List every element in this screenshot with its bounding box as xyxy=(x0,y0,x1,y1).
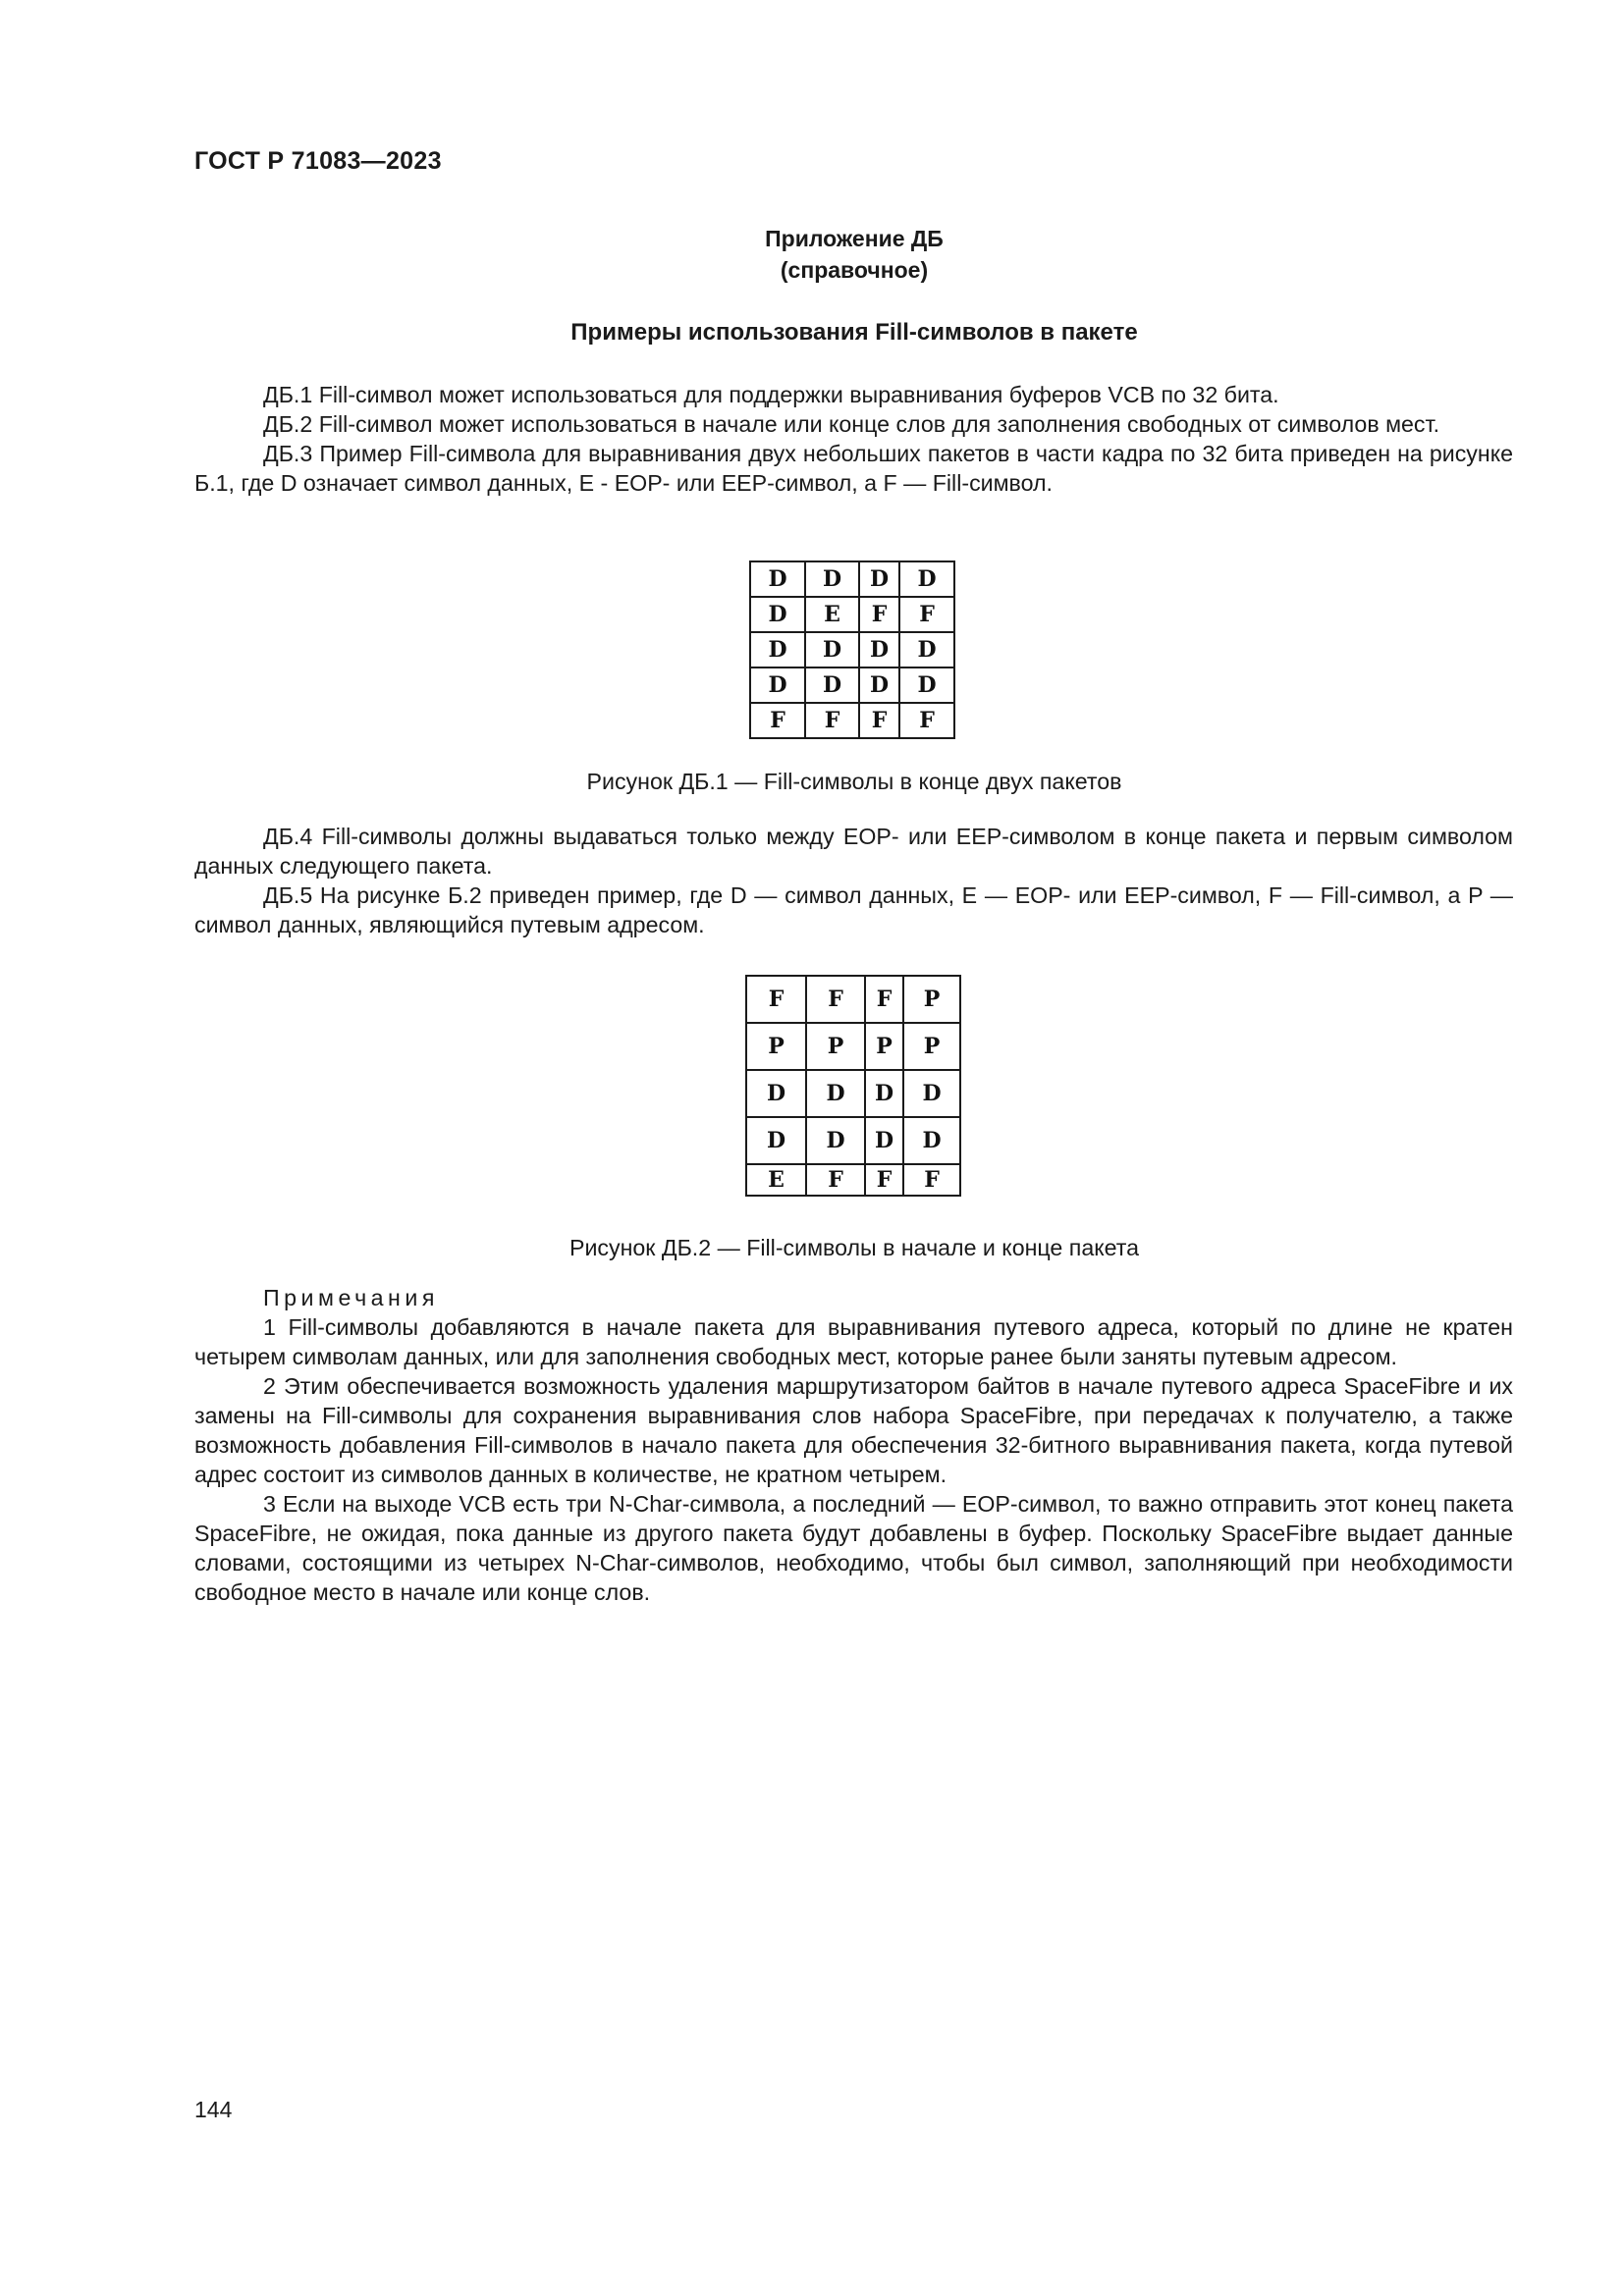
grid-cell: D xyxy=(859,561,899,597)
paragraph-db2: ДБ.2 Fill-символ может использоваться в начале или конце слов для заполнения свободных от символов мест. xyxy=(263,411,1440,437)
grid-cell: D xyxy=(806,1117,865,1164)
grid-cell: D xyxy=(746,1117,806,1164)
grid-cell: D xyxy=(750,632,805,667)
note-item: 2 Этим обеспечивается возможность удаления маршрутизатором байтов в начале путевого адреса SpaceFibre и их замены на Fill-символы для сохранения выравнивания слов набора SpaceFibre, при передачах к получателю, а также возможность добавления Fill-символов в начало пакета для обеспечения 32-битного выравнивания пакета, когда путевой адрес состоит из символов данных в количестве, не кратном четырем. xyxy=(194,1373,1513,1487)
grid-cell: F xyxy=(859,597,899,632)
grid-row xyxy=(746,1117,960,1164)
grid-cell: F xyxy=(806,976,865,1023)
notes-heading: Примечания xyxy=(263,1285,439,1310)
grid-row xyxy=(746,1164,960,1196)
paragraphs-intro xyxy=(194,380,1513,498)
grid-cell: D xyxy=(899,632,954,667)
grid-cell: D xyxy=(806,1070,865,1117)
grid-cell: D xyxy=(805,561,859,597)
grid-cell: F xyxy=(746,976,806,1023)
grid-row xyxy=(750,561,954,597)
grid-cell: F xyxy=(806,1164,865,1196)
grid-row xyxy=(746,1023,960,1070)
annex-subtitle: (справочное) xyxy=(780,257,929,283)
notes-section xyxy=(194,1283,1513,1607)
page-number: 144 xyxy=(194,2097,233,2122)
grid-cell: D xyxy=(903,1117,960,1164)
grid-cell: D xyxy=(865,1070,903,1117)
grid-cell: P xyxy=(865,1023,903,1070)
grid-cell: P xyxy=(903,1023,960,1070)
grid-row xyxy=(750,703,954,738)
figure-db2-caption: Рисунок ДБ.2 — Fill-символы в начале и конце пакета xyxy=(568,1235,1140,1260)
grid-cell: F xyxy=(750,703,805,738)
grid-row xyxy=(746,976,960,1023)
grid-cell: F xyxy=(899,597,954,632)
grid-cell: D xyxy=(750,667,805,703)
grid-cell: P xyxy=(746,1023,806,1070)
grid-cell: F xyxy=(865,1164,903,1196)
paragraph-db5: ДБ.5 На рисунке Б.2 приведен пример, где D — символ данных, E — EOP- или EEP-символ, F — Fill-символ, а P — символ данных, являющийся путевым адресом. xyxy=(194,882,1513,937)
document-header: ГОСТ Р 71083—2023 xyxy=(194,147,442,175)
grid-cell: F xyxy=(859,703,899,738)
grid-row xyxy=(750,667,954,703)
note-item: 3 Если на выходе VCB есть три N-Char-символа, а последний — EOP-символ, то важно отправить этот конец пакета SpaceFibre, не ожидая, пока данные из другого пакета будут добавлены в буфер. Поскольку SpaceFibre выдает данные словами, состоящими из четырех N-Char-символов, необходимо, чтобы был символ, заполняющий при необходимости свободное место в начале или конце слов. xyxy=(194,1491,1513,1605)
paragraph-db3: ДБ.3 Пример Fill-символа для выравнивания двух небольших пакетов в части кадра по 32 бита приведен на рисунке Б.1, где D означает символ данных, E - EOP- или EEP-символ, а F — Fill-символ. xyxy=(194,441,1513,496)
annex-title: Приложение ДБ xyxy=(765,226,944,251)
grid-cell: P xyxy=(806,1023,865,1070)
grid-cell: D xyxy=(750,561,805,597)
grid-row xyxy=(750,597,954,632)
grid-cell: D xyxy=(899,667,954,703)
grid-cell: D xyxy=(750,597,805,632)
grid-row xyxy=(750,632,954,667)
grid-cell: E xyxy=(746,1164,806,1196)
paragraph-db4: ДБ.4 Fill-символы должны выдаваться только между EOP- или EEP-символом в конце пакета и первым символом данных следующего пакета. xyxy=(194,824,1513,879)
note-item: 1 Fill-символы добавляются в начале пакета для выравнивания путевого адреса, который по длине не кратен четырем символам данных, или для заполнения свободных мест, которые ранее были заняты путевым адресом. xyxy=(194,1314,1513,1369)
grid-cell: F xyxy=(899,703,954,738)
grid-cell: D xyxy=(865,1117,903,1164)
section-title: Примеры использования Fill-символов в пакете xyxy=(570,319,1138,346)
grid-cell: D xyxy=(903,1070,960,1117)
figure-db1-caption: Рисунок ДБ.1 — Fill-символы в конце двух пакетов xyxy=(586,769,1122,794)
grid-cell: F xyxy=(865,976,903,1023)
paragraphs-middle xyxy=(194,822,1513,939)
grid-cell: D xyxy=(899,561,954,597)
grid-cell: D xyxy=(805,632,859,667)
figure-db1-grid xyxy=(749,561,955,739)
grid-cell: F xyxy=(903,1164,960,1196)
grid-cell: P xyxy=(903,976,960,1023)
paragraph-db1: ДБ.1 Fill-символ может использоваться для поддержки выравнивания буферов VCB по 32 бита. xyxy=(263,382,1279,407)
grid-row xyxy=(746,1070,960,1117)
grid-cell: D xyxy=(859,667,899,703)
grid-cell: D xyxy=(746,1070,806,1117)
figure-db2-grid xyxy=(745,975,961,1197)
grid-cell: D xyxy=(859,632,899,667)
grid-cell: E xyxy=(805,597,859,632)
grid-cell: F xyxy=(805,703,859,738)
grid-cell: D xyxy=(805,667,859,703)
